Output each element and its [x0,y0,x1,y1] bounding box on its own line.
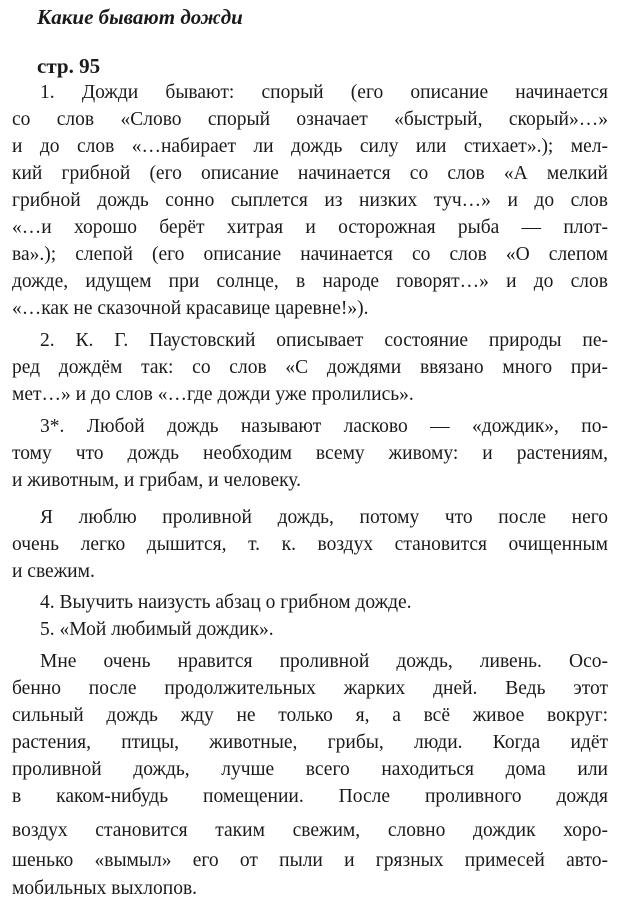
text-line: 5. «Мой любимый дождик». [40,619,274,640]
text-line: и до слов «…набирает ли дождь силу или стихает».); мел- [12,136,608,157]
text-line: проливной дождь, лучше всего находиться дома или [12,759,608,780]
text-line: мобильных выхлопов. [12,878,198,899]
text-line: со слов «Слово спорый означает «быстрый, скорый»…» [12,109,608,130]
text-line: ред дождём так: со слов «С дождями ввязано много при- [12,357,608,378]
text-line: тому что дождь необходим всему живому: и растениям, [12,443,608,464]
text-line: и свежим. [12,561,95,582]
text-line: очень легко дышится, т. к. воздух становится очищенным [12,534,608,555]
text-line: кий грибной (его описание начинается со слов «А мелкий [12,163,608,184]
text-line: 4. Выучить наизусть абзац о грибном дожде. [40,592,412,613]
text-line: в каком-нибудь помещении. После проливного дождя [12,786,608,807]
text-line: и животным, и грибам, и человеку. [12,470,301,491]
text-line: дожде, идущем при солнце, в народе говорят…» и до слов [12,271,608,292]
text-line: мет…» и до слов «…где дожди уже пролились». [12,384,414,405]
text-line: Я люблю проливной дождь, потому что после него [40,507,608,528]
text-line: шенько «вымыл» его от пыли и грязных примесей авто- [12,850,608,871]
page-reference: стр. 95 [37,54,101,78]
text-line: «…и хорошо берёт хитрая и осторожная рыба — плот- [12,217,608,238]
text-line: воздух становится таким свежим, словно дождик хоро- [12,820,608,841]
document-title: Какие бывают дожди [37,5,243,29]
text-line: бенно после продолжительных жарких дней. Ведь этот [12,678,608,699]
text-line: сильный дождь жду не только я, а всё живое вокруг: [12,705,608,726]
text-line: 1. Дожди бывают: спорый (его описание начинается [40,82,608,103]
text-line: Мне очень нравится проливной дождь, ливень. Осо- [40,651,608,672]
text-line: ва».); слепой (его описание начинается со слов «О слепом [12,244,608,265]
text-line: «…как не сказочной красавице царевне!»). [12,298,369,319]
text-line: грибной дождь сонно сыплется из низких туч…» и до слов [12,190,608,211]
text-line: растения, птицы, животные, грибы, люди. Когда идёт [12,732,608,753]
text-line: 2. К. Г. Паустовский описывает состояние природы пе- [40,330,608,351]
text-line: 3*. Любой дождь называют ласково — «дождик», по- [40,416,608,437]
